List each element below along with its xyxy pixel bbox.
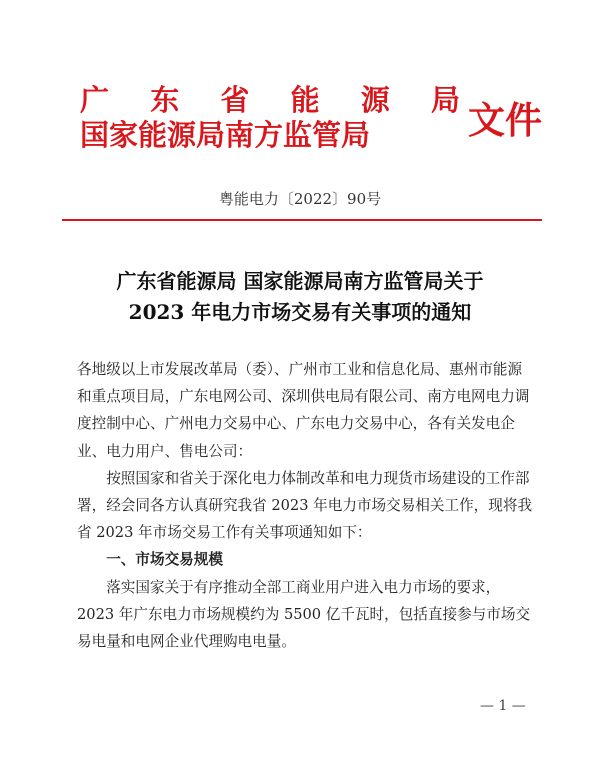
- document-type-label: 文件: [468, 98, 542, 142]
- recipients-paragraph: 各地级以上市发展改革局（委）、广州市工业和信息化局、惠州市能源和重点项目局，广东电网公司、深圳供电局有限公司、南方电网电力调度控制中心、广州电力交易中心、广东电力交易中心，各有关发电企业、电力用户、售电公司：: [77, 361, 530, 460]
- page-number: — 1 —: [480, 698, 526, 714]
- issuer-char: 广: [80, 83, 110, 117]
- document-body: [77, 356, 533, 655]
- section-paragraph: 落实国家关于有序推动全部工商业用户进入电力市场的要求，2023 年广东电力市场规模约为 5500 亿千瓦时，包括直接参与市场交易电量和电网企业代理购电电量。: [77, 578, 531, 651]
- section-heading: 一、市场交易规模: [106, 551, 223, 569]
- title-line-2: 2023 年电力市场交易有关事项的通知: [128, 300, 472, 324]
- issuer-char: 省: [220, 83, 250, 117]
- issuer-line-2: 国家能源局南方监管局: [80, 118, 371, 152]
- issuer-char: 东: [150, 83, 180, 117]
- red-divider: [62, 219, 542, 221]
- document-number: 粤能电力〔2022〕90号: [218, 190, 382, 208]
- title-line-1: 广东省能源局 国家能源局南方监管局关于: [116, 269, 484, 293]
- issuer-char: 源: [360, 83, 390, 117]
- issuer-char: 局: [430, 83, 460, 117]
- issuer-char: 能: [290, 83, 320, 117]
- intro-paragraph: 按照国家和省关于深化电力体制改革和电力现货市场建设的工作部署，经会同各方认真研究我省 2023 年电力市场交易相关工作，现将我省 2023 年市场交易工作有关事项通知如下：: [77, 469, 533, 542]
